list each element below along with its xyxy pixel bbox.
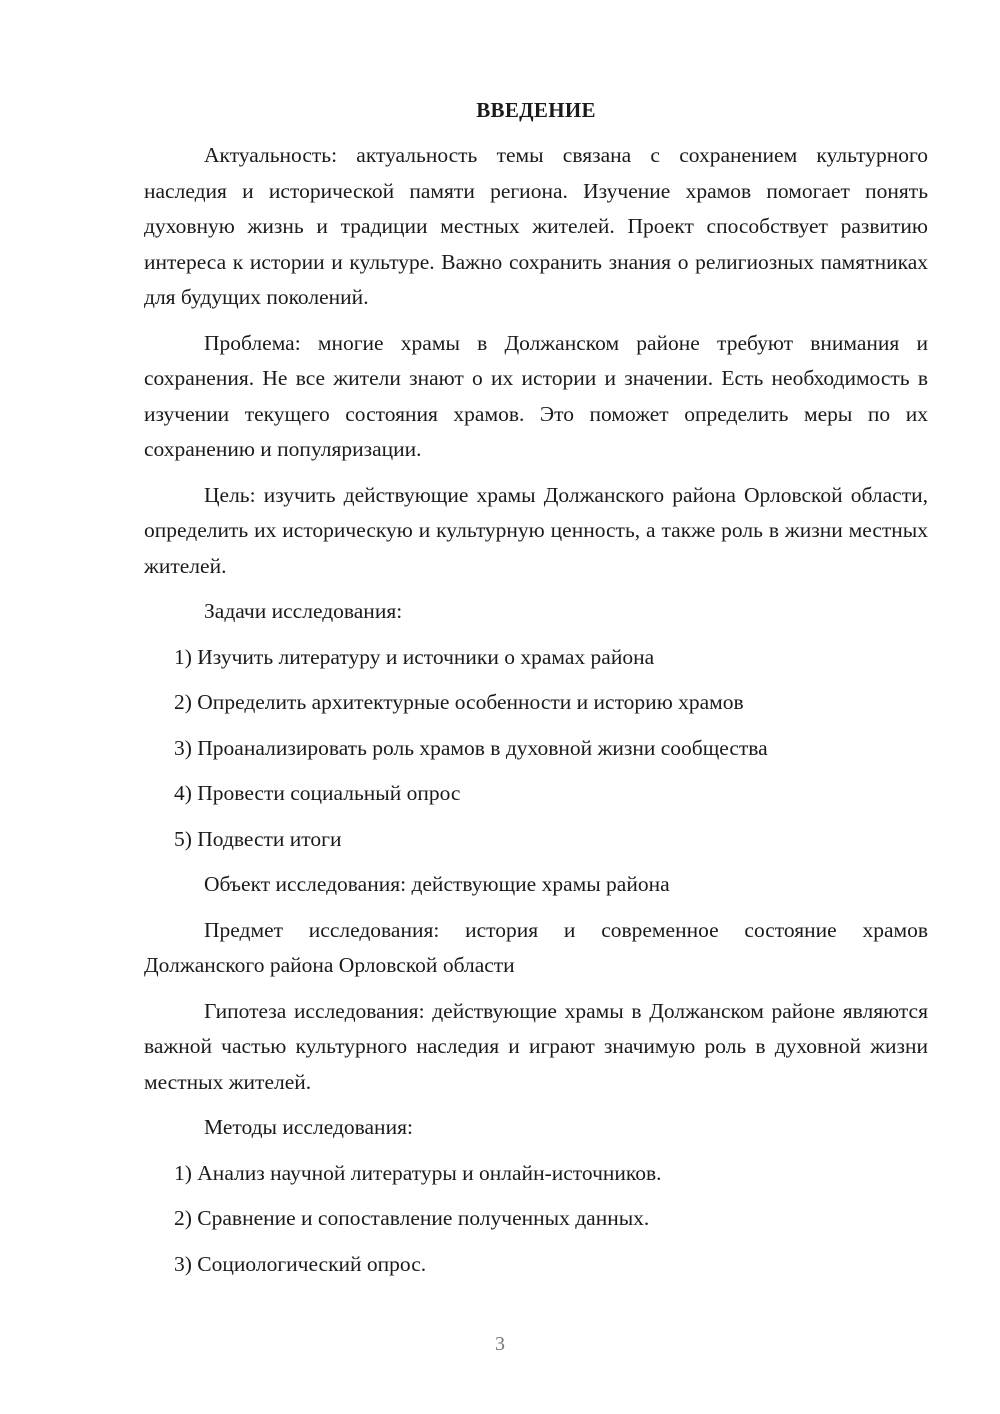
goal-paragraph: Цель: изучить действующие храмы Должанского района Орловской области, определить их историческую и культурную ценность, а также роль в жизни местных жителей. — [144, 482, 928, 578]
relevance-paragraph: Актуальность: актуальность темы связана с сохранением культурного наследия и исторической памяти региона. Изучение храмов помогает понять духовную жизнь и традиции местных жителей. Проект способствует развитию интереса к истории и культуре. Важно сохранить знания о религиозных памятниках для будущих поколений. — [144, 143, 928, 309]
methods-list — [144, 1156, 928, 1283]
task-item-1: 1) Изучить литературу и источники о храмах района — [174, 644, 655, 669]
method-item-1: 1) Анализ научной литературы и онлайн-источников. — [174, 1160, 662, 1185]
section-heading: ВВЕДЕНИЕ — [476, 98, 596, 122]
page-number: 3 — [495, 1333, 505, 1355]
page-content — [144, 96, 928, 1292]
problem-paragraph: Проблема: многие храмы в Должанском районе требуют внимания и сохранения. Не все жители знают о их истории и значении. Есть необходимость в изучении текущего состояния храмов. Это поможет определить меры по их сохранению и популяризации. — [144, 330, 928, 461]
tasks-label: Задачи исследования: — [204, 599, 403, 623]
tasks-list — [144, 640, 928, 858]
task-item-3: 3) Проанализировать роль храмов в духовной жизни сообщества — [174, 735, 768, 760]
methods-label: Методы исследования: — [204, 1115, 413, 1139]
task-item-5: 5) Подвести итоги — [174, 826, 342, 851]
task-item-2: 2) Определить архитектурные особенности и историю храмов — [174, 690, 744, 714]
subject-paragraph: Предмет исследования: история и современное состояние храмов Должанского района Орловской области — [144, 917, 928, 977]
hypothesis-paragraph: Гипотеза исследования: действующие храмы в Должанском районе являются важной частью культурного наследия и играют значимую роль в духовной жизни местных жителей. — [144, 998, 928, 1094]
object-paragraph: Объект исследования: действующие храмы района — [204, 872, 670, 896]
method-item-2: 2) Сравнение и сопоставление полученных данных. — [174, 1206, 650, 1230]
method-item-3: 3) Социологический опрос. — [174, 1251, 427, 1276]
task-item-4: 4) Провести социальный опрос — [174, 781, 461, 805]
